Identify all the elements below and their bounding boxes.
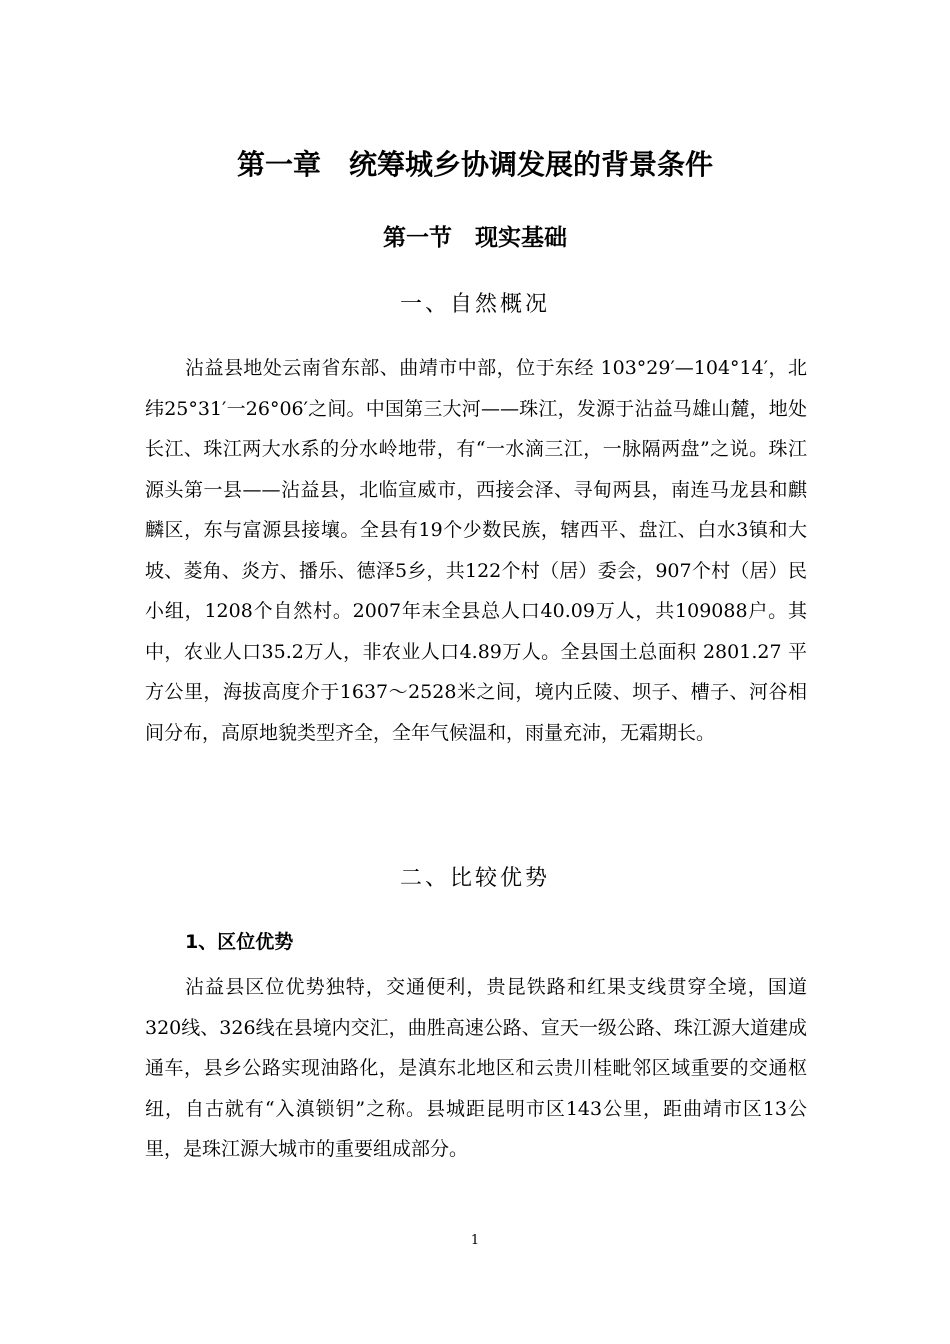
subsection-title-comparative-advantage: 二、比较优势 bbox=[399, 866, 550, 891]
subsection-title-natural-overview: 一、自然概况 bbox=[399, 292, 550, 317]
paragraph-location-advantage: 沾益县区位优势独特，交通便利，贵昆铁路和红果支线贯穿全境，国道320线、326线在县境内交汇，曲胜高速公路、宣天一级公路、珠江源大道建成通车，县乡公路实现油路化，是滇东北地区和云贵川桂毗邻区域重要的交通枢纽，自古就有“入滇锁钥”之称。县城距昆明市区143公里，距曲靖市区13公里，是珠江源大城市的重要组成部分。 bbox=[145, 976, 807, 1160]
page-number: 1 bbox=[470, 1233, 480, 1248]
chapter-title: 第一章 统筹城乡协调发展的背景条件 bbox=[236, 148, 713, 181]
section-title: 第一节 现实基础 bbox=[383, 225, 567, 251]
paragraph-natural-overview: 沾益县地处云南省东部、曲靖市中部，位于东经 103°29′—104°14′，北纬25°31′一26°06′之间。中国第三大河——珠江，发源于沾益马雄山麓，地处长江、珠江两大水系的分水岭地带，有“一水滴三江，一脉隔两盘”之说。珠江源头第一县——沾益县，北临宣威市，西接会泽、寻甸两县，南连马龙县和麒麟区，东与富源县接壤。全县有19个少数民族，辖西平、盘江、白水3镇和大坡、菱角、炎方、播乐、德泽5乡，共122个村（居）委会，907个村（居）民小组，1208个自然村。2007年末全县总人口40.09万人，共109088户。其中，农业人口35.2万人，非农业人口4.89万人。全县国土总面积 2801.27 平方公里，海拔高度介于1637～2528米之间，境内丘陵、坝子、槽子、河谷相间分布，高原地貌类型齐全，全年气候温和，雨量充沛，无霜期长。 bbox=[145, 357, 807, 744]
item-heading-location-advantage: 1、区位优势 bbox=[185, 931, 294, 953]
